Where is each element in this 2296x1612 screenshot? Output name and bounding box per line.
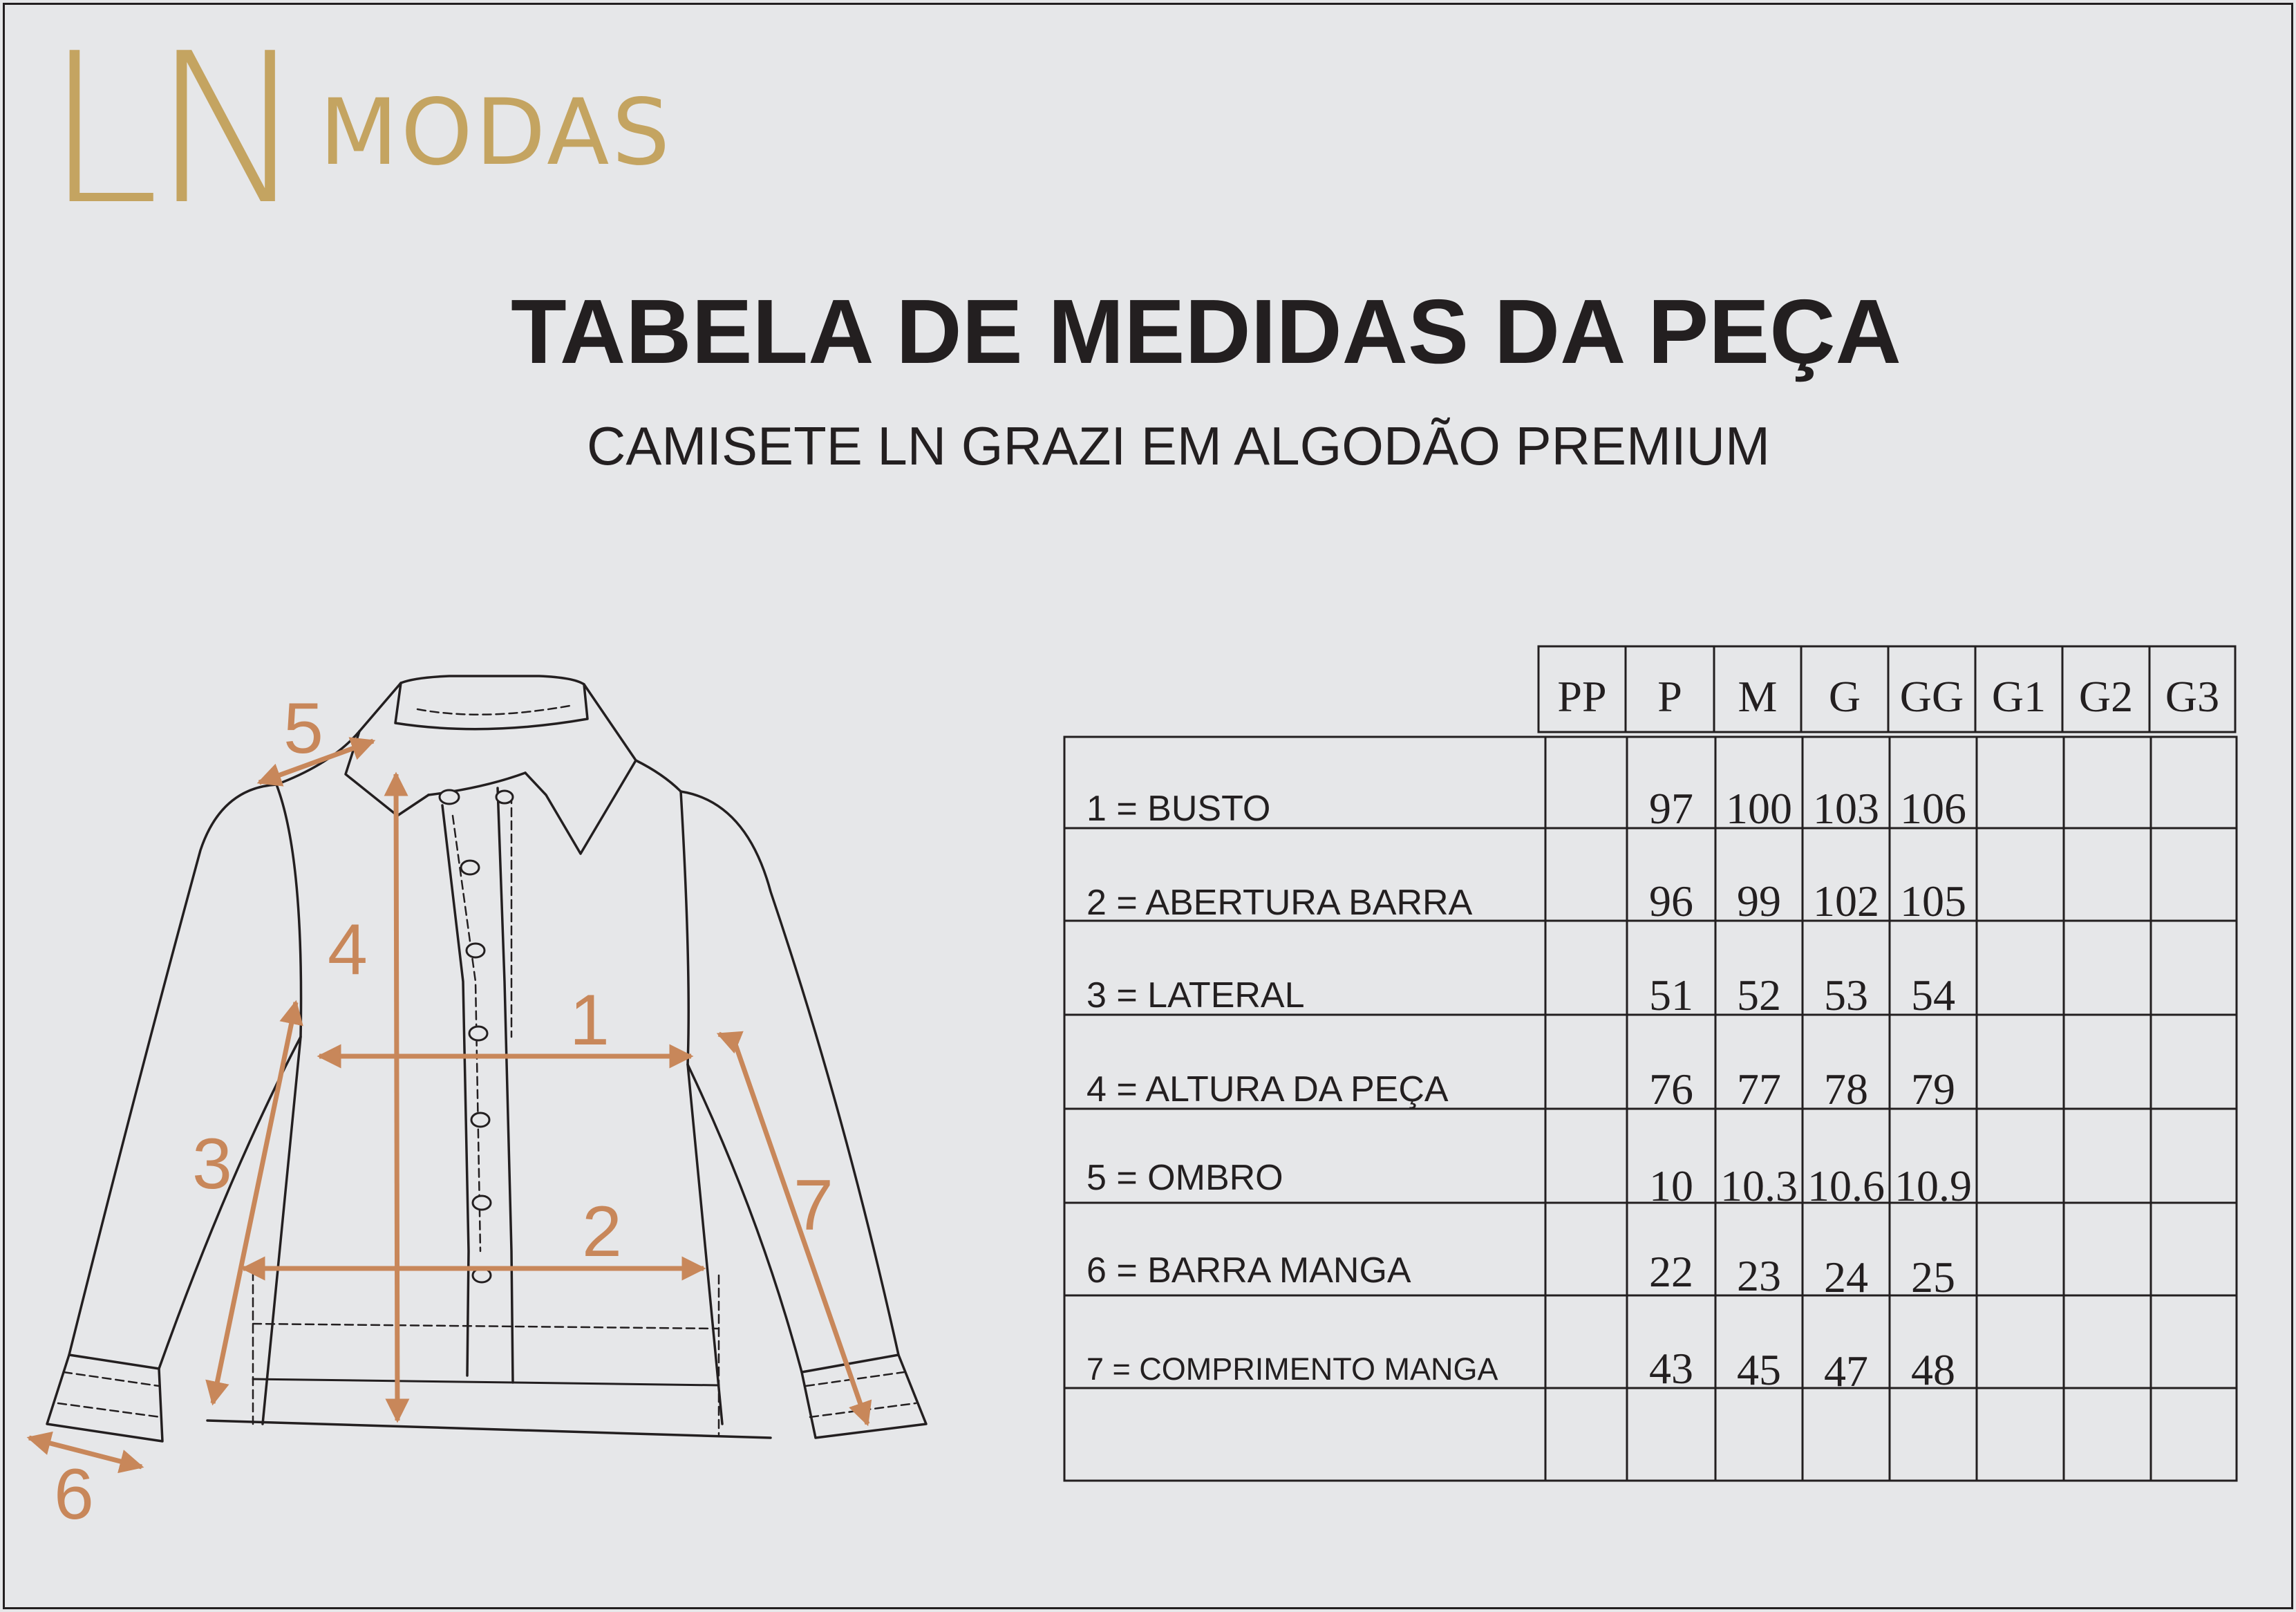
table-cell: 10 — [1649, 1161, 1693, 1210]
table-cell: 106 — [1900, 784, 1966, 833]
table-cell: 23 — [1737, 1251, 1781, 1300]
row-label-ombro: 5 = OMBRO — [1086, 1158, 1283, 1198]
table-cell: 96 — [1649, 877, 1693, 926]
logo-ln: LN — [44, 9, 299, 250]
marker-7: 7 — [793, 1165, 834, 1246]
size-g: G — [1828, 672, 1861, 721]
table-cell: 43 — [1649, 1344, 1693, 1393]
size-m: M — [1738, 672, 1778, 721]
size-g2: G2 — [2078, 672, 2134, 721]
row-label-comprimento-manga: 7 = COMPRIMENTO MANGA — [1086, 1351, 1498, 1387]
table-cell: 52 — [1737, 971, 1781, 1020]
marker-2: 2 — [582, 1192, 622, 1272]
row-label-busto: 1 = BUSTO — [1086, 789, 1271, 829]
table-cell: 99 — [1737, 877, 1781, 926]
buttons — [440, 790, 513, 1282]
page-title: TABELA DE MEDIDAS DA PEÇA — [511, 281, 1901, 382]
table-cell: 53 — [1824, 971, 1868, 1020]
row-label-lateral: 3 = LATERAL — [1086, 975, 1305, 1015]
table-cell: 100 — [1726, 784, 1792, 833]
table-cell: 54 — [1911, 971, 1955, 1020]
size-pp: PP — [1557, 672, 1607, 721]
table-cell: 10.9 — [1894, 1161, 1972, 1210]
arrow-4 — [396, 774, 397, 1421]
size-header-row — [1538, 646, 2235, 732]
size-gg: GG — [1899, 672, 1964, 721]
size-p: P — [1657, 672, 1682, 721]
row-label-barra-manga: 6 = BARRA MANGA — [1086, 1250, 1411, 1291]
table-cell: 48 — [1911, 1345, 1955, 1394]
table-cell: 24 — [1824, 1253, 1868, 1302]
marker-4: 4 — [328, 910, 368, 990]
table-cell: 103 — [1813, 784, 1879, 833]
row-label-abertura-barra: 2 = ABERTURA BARRA — [1086, 883, 1473, 923]
marker-1: 1 — [570, 980, 610, 1060]
table-cell: 25 — [1911, 1253, 1955, 1302]
table-cell: 77 — [1737, 1065, 1781, 1114]
row-label-altura-da-peca: 4 = ALTURA DA PEÇA — [1086, 1069, 1449, 1109]
table-cell: 76 — [1649, 1065, 1693, 1114]
table-cell: 105 — [1900, 877, 1966, 926]
size-g3: G3 — [2165, 672, 2220, 721]
table-cell: 97 — [1649, 784, 1693, 833]
table-cell: 45 — [1737, 1345, 1781, 1394]
marker-3: 3 — [192, 1124, 232, 1204]
table-cell: 10.3 — [1720, 1161, 1798, 1210]
table-cell: 102 — [1813, 877, 1879, 926]
size-g1: G1 — [1991, 672, 2046, 721]
table-cell: 78 — [1824, 1065, 1868, 1114]
logo-modas: MODAS — [319, 79, 673, 186]
table-cell: 10.6 — [1807, 1161, 1885, 1210]
table-cell: 22 — [1649, 1247, 1693, 1296]
marker-6: 6 — [54, 1454, 94, 1535]
table-cell: 47 — [1824, 1347, 1868, 1396]
page-subtitle: CAMISETE LN GRAZI EM ALGODÃO PREMIUM — [587, 415, 1770, 476]
marker-5: 5 — [283, 688, 323, 769]
table-cell: 79 — [1911, 1065, 1955, 1114]
table-cell: 51 — [1649, 971, 1693, 1020]
